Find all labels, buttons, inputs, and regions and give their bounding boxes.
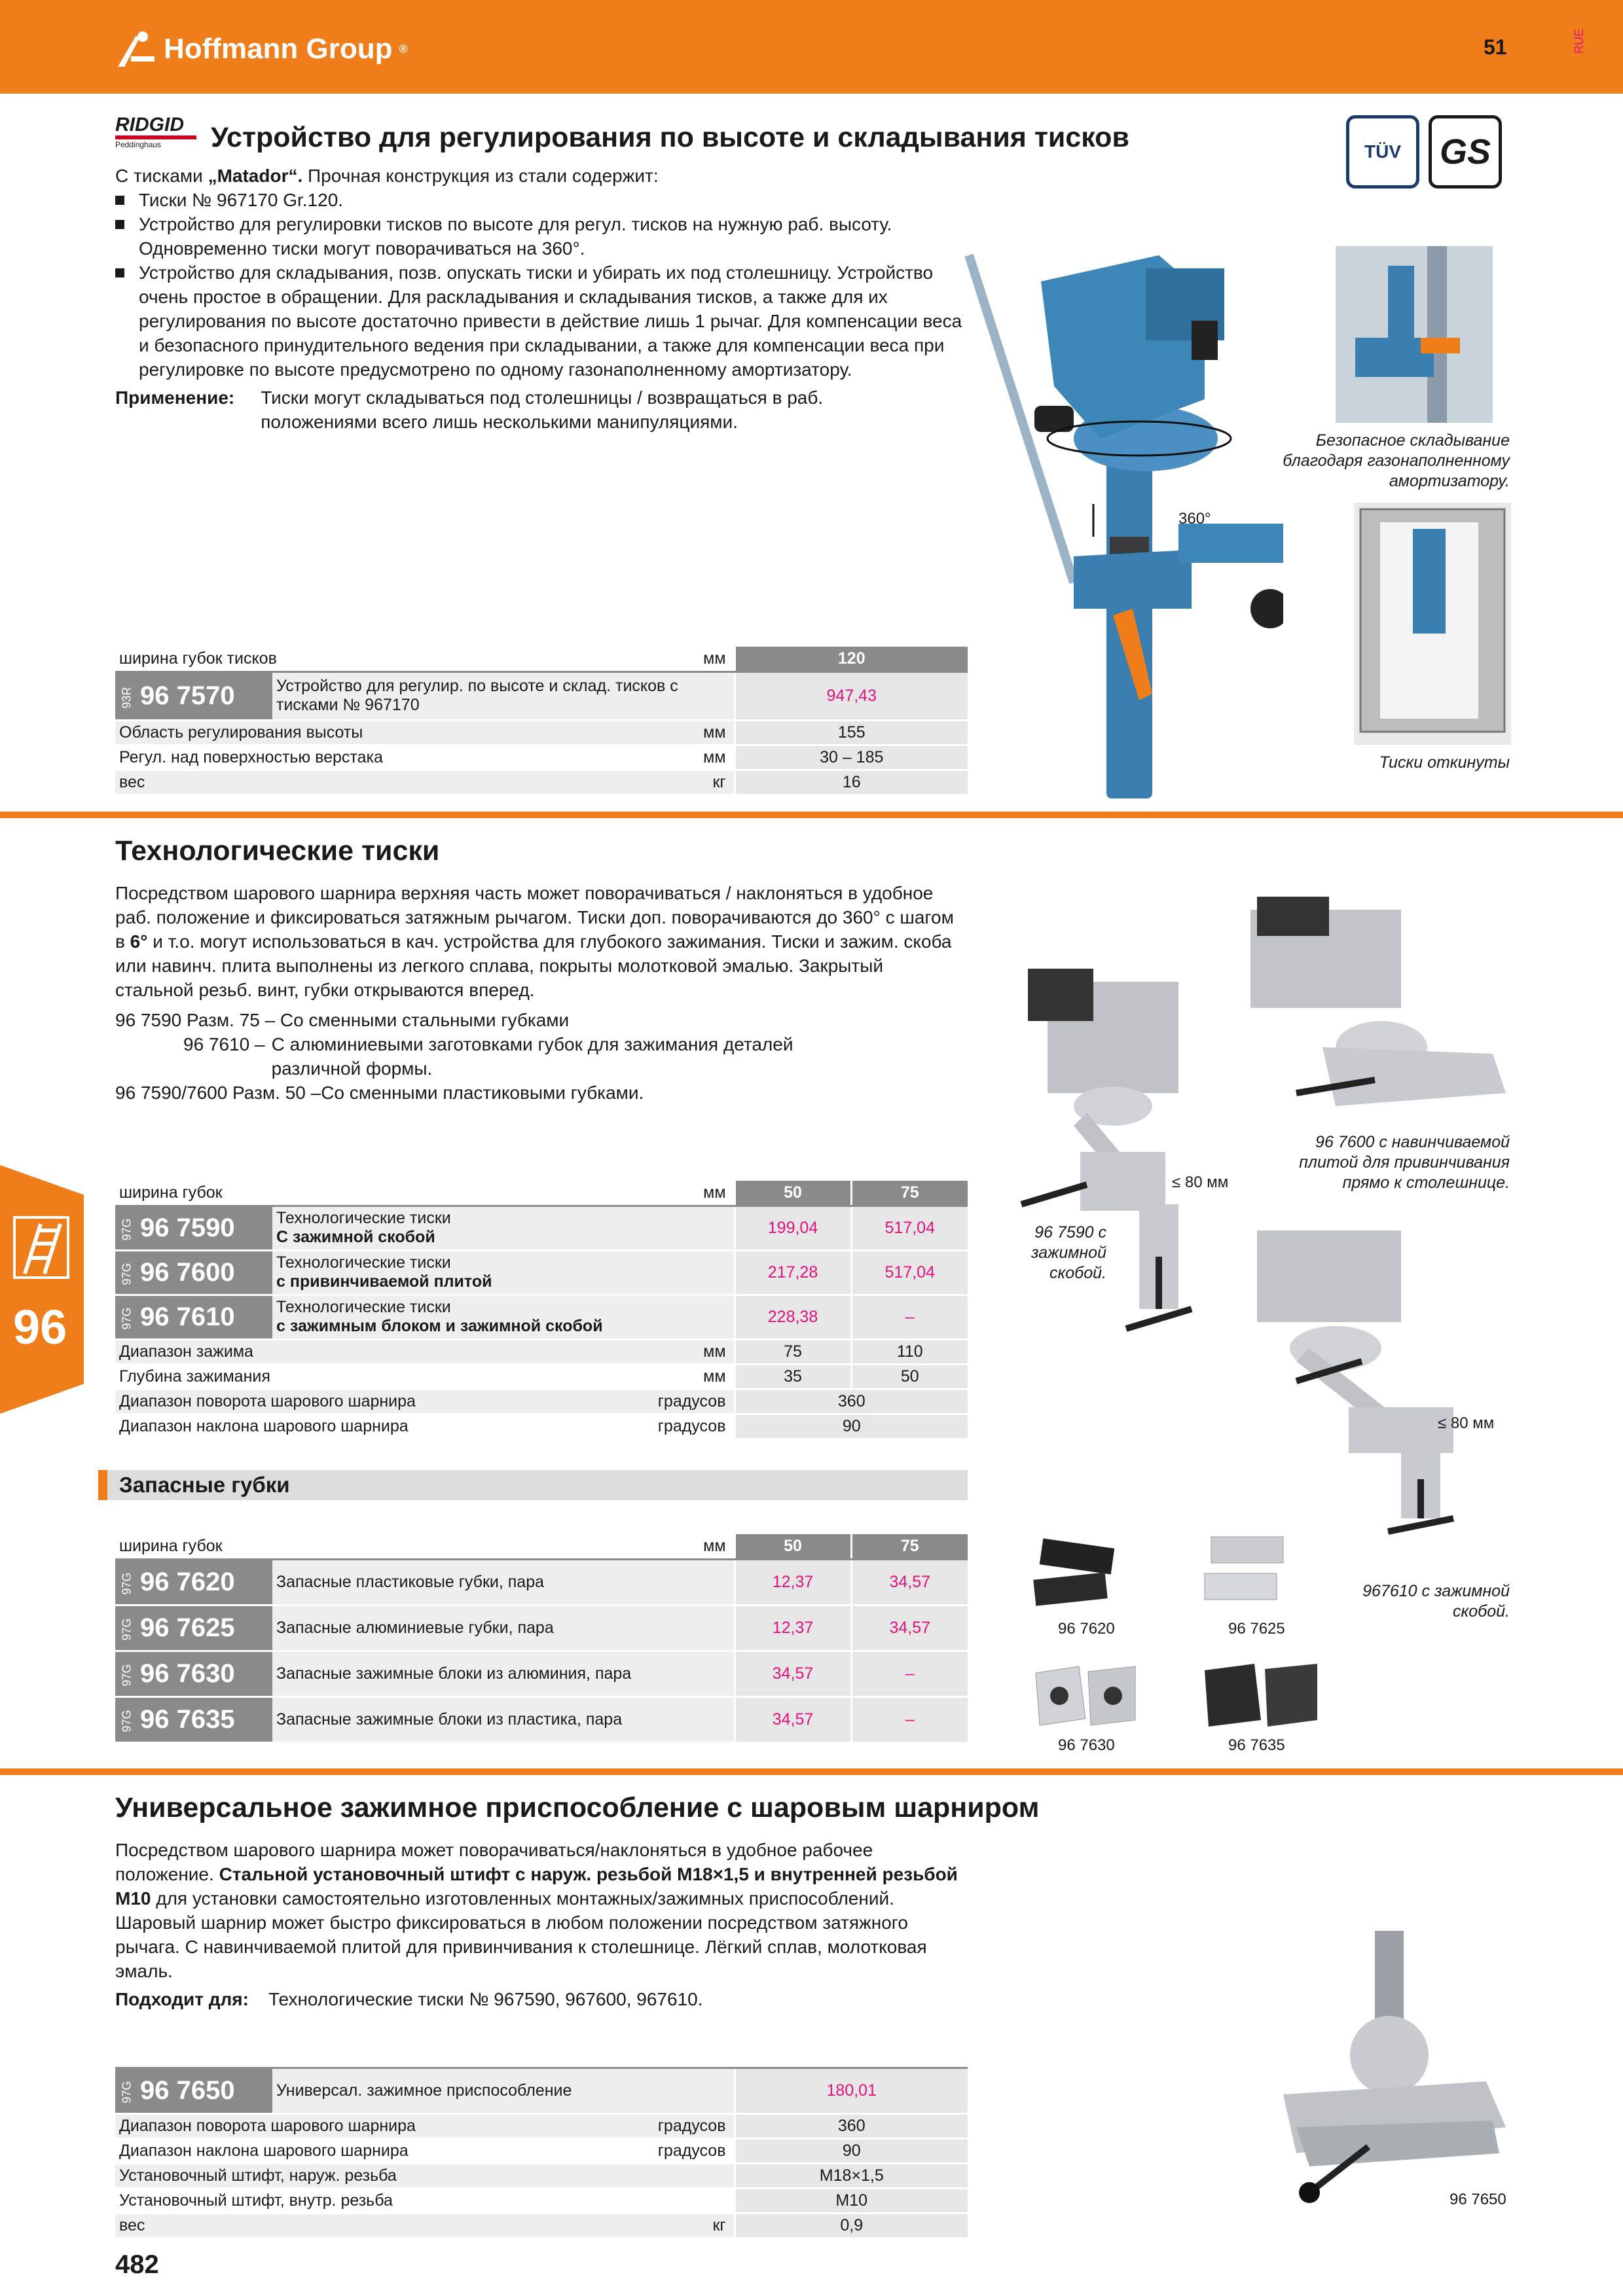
article-desc: Универсал. зажимное приспособление (272, 2068, 735, 2114)
caption-7620: 96 7620 (1058, 1620, 1115, 1638)
table-head-label: ширина губок тисков (115, 647, 642, 672)
article-row[interactable]: 97G 96 7610 Технологические тиски с зажимным блоком и зажимной скобой 228,38 – (115, 1295, 968, 1339)
table-row: вес кг 0,9 (115, 2214, 968, 2238)
table-head-unit: мм (642, 647, 735, 672)
article-row[interactable]: 97G 96 7590 Технологические тиски С зажимной скобой 199,04 517,04 (115, 1206, 968, 1250)
variant-line: 96 7610 – С алюминиевыми заготовками губок для зажимания деталей различной формы. (183, 1034, 793, 1079)
section1-description (115, 164, 966, 434)
article-number: 97G 96 7650 (115, 2068, 272, 2114)
folding-photo (1336, 246, 1493, 423)
chapter-number: 96 (13, 1300, 67, 1354)
caption-fold: Безопасное складывание благодаря газонаполненному амортизатору. (1283, 431, 1510, 490)
jaws-7625-image (1198, 1532, 1296, 1610)
article-desc: Запасные зажимные блоки из пластика, пара (272, 1696, 735, 1742)
article-row[interactable] (115, 2068, 968, 2114)
bullet-item: Устройство для складывания, позв. опускать тиски и убирать их под столешницу. Устройство очень простое в обращении. Для раскладывания и складывания тисков, а также для их регулирования по высоте достаточно привести в действие лишь 1 рычаг. Для компенсации веса и безопасного принудительного ведения при складывании, а также для компенсации веса при регулировке по высоте предусмотрено по одному газонаполненному амортизатору. (115, 260, 966, 382)
article-number: 97G 96 7600 (115, 1250, 272, 1295)
article-desc: Технологические тиски с зажимным блоком и зажимной скобой (272, 1295, 735, 1339)
jaws-7635-image (1202, 1657, 1320, 1733)
section3-table: ширина губок мм 50 75 97G 96 7620 Запасные пластиковые губки, пара 12,37 34,57 97G 96 7625 Запасные алюминиевые губки, пара 12,37 34,57 97G 96 7630 Запасные зажимные блоки из алюминия, пара 34,57 – 97G 96 7635 Запасные зажимные блоки из пластика, пара 34,57 – (115, 1534, 968, 1744)
section2-table: ширина губок мм 50 75 97G 96 7590 Технологические тиски С зажимной скобой 199,04 517,04 97G 96 7600 Технологические тиски с привинчиваемой плитой 217,28 517,04 97G 96 7610 Технологические тиски с зажимным блоком и зажимной скобой 228,38 – Диапазон зажима мм 75 110 Глубина зажимания мм 35 50 Диапазон поворота шарового шарнира градусов 360 Диапазон наклона шарового шарнира градусов 90 (115, 1181, 968, 1440)
table-row: Диапазон зажима мм 75 110 (115, 1339, 968, 1364)
article-row[interactable]: 97G 96 7600 Технологические тиски с привинчиваемой плитой 217,28 517,04 (115, 1250, 968, 1295)
table-head-unit: мм (642, 1181, 735, 1206)
vice-7610-image (1231, 1224, 1519, 1538)
section-divider (0, 1768, 1623, 1775)
brand-mark: ® (399, 42, 408, 56)
article-row[interactable] (115, 672, 968, 720)
table-row: вес кг 16 (115, 770, 968, 795)
section1-intro: С тисками „Matador“. Прочная конструкция из стали содержит: (115, 166, 659, 186)
ridgid-logo (115, 115, 196, 151)
caption-7625: 96 7625 (1228, 1620, 1285, 1638)
article-price: 947,43 (735, 672, 968, 720)
tuv-badge: TÜV (1346, 115, 1419, 188)
table-row: Глубина зажимания мм 35 50 (115, 1364, 968, 1389)
article-desc: Запасные алюминиевые губки, пара (272, 1605, 735, 1651)
caption-7630: 96 7630 (1058, 1736, 1115, 1754)
table-row: Регул. над поверхностью верстака мм 30 – 185 (115, 745, 968, 770)
caption-7650: 96 7650 (1450, 2191, 1506, 2208)
table-head-label: ширина губок (115, 1534, 642, 1559)
table-row: Диапазон наклона шарового шарнира градусов 90 (115, 1414, 968, 1439)
application-text: Тиски могут складываться под столешницы / возвращаться в раб. положениями всего лишь несколькими манипуляциями. (261, 387, 824, 432)
vice-7600-image (1231, 897, 1519, 1113)
fits-label: Подходит для: (115, 1989, 249, 2009)
dim-label-2: ≤ 80 мм (1438, 1414, 1495, 1432)
section2-description: Посредством шарового шарнира верхняя часть может поворачиваться / наклоняться в удобное раб. положение и фиксироваться затяжным рычагом. Тиски доп. поворачиваются до 360° с шагом в 6° и т.о. могут использоваться в кач. устройства для глубокого зажимания. Тиски и зажим. скоба или навинч. плита выполнены из легкого сплава, покрыты молотковой эмалью. Закрытый стальной резьб. винт, губки открываются вперед. (115, 883, 954, 1000)
article-number: 97G 96 7590 (115, 1206, 272, 1250)
gs-badge: GS (1429, 115, 1502, 188)
table-head-unit: мм (642, 1534, 735, 1559)
bullet-item: Тиски № 967170 Gr.120. (115, 188, 966, 212)
article-desc: Технологические тиски С зажимной скобой (272, 1206, 735, 1250)
article-price: 180,01 (735, 2068, 968, 2114)
table-row: Диапазон наклона шарового шарнира градусов 90 (115, 2139, 968, 2164)
section4-description: Посредством шарового шарнира может поворачиваться/наклоняться в удобное рабочее положение. Стальной установочный штифт с наруж. резьбой М18×1,5 и внутренней резьбой М10 для установки самостоятельно изготовленных монтажных/зажимных приспособлений. Шаровый шарнир может быстро фиксироваться в любом положении посредством затяжного рычага. С навинчиваемой плитой для привинчивания к столешнице. Лёгкий сплав, молотковая эмаль. (115, 1840, 958, 1981)
table-head-value: 120 (735, 647, 968, 672)
certification-badges (1346, 115, 1510, 188)
table-row: Диапазон поворота шарового шарнира градусов 360 (115, 2114, 968, 2139)
rotation-label: 360° (1178, 510, 1211, 528)
table-row: Область регулирования высоты мм 155 (115, 720, 968, 745)
article-row[interactable]: 97G 96 7630 Запасные зажимные блоки из алюминия, пара 34,57 – (115, 1651, 968, 1696)
ridgid-logo-text: RIDGID (115, 114, 184, 135)
page-number-bottom: 482 (115, 2250, 159, 2279)
page-number-top: 51 (1484, 35, 1507, 59)
section4-title: Универсальное зажимное приспособление с шаровым шарниром (115, 1792, 1040, 1823)
article-number: 93R 96 7570 (115, 672, 272, 720)
table-row: Диапазон поворота шарового шарнира градусов 360 (115, 1389, 968, 1414)
section3-bar: Запасные губки (98, 1470, 968, 1500)
brand-logo (117, 30, 408, 68)
fits-text: Технологические тиски № 967590, 967600, 967610. (268, 1989, 703, 2009)
article-row[interactable]: 97G 96 7635 Запасные зажимные блоки из пластика, пара 34,57 – (115, 1696, 968, 1742)
table-row: Установочный штифт, наруж. резьба M18×1,5 (115, 2164, 968, 2189)
article-desc: Запасные зажимные блоки из алюминия, пара (272, 1651, 735, 1696)
chapter-tab[interactable] (0, 1165, 84, 1414)
variant-line: 96 7590 Разм. 75 – Со сменными стальными губками (115, 1010, 570, 1030)
jaws-7630-image (1033, 1660, 1138, 1732)
lang-code: RUE (1573, 29, 1586, 54)
caption-7600: 96 7600 с навинчиваемой плитой для привинчивания прямо к столешнице. (1299, 1133, 1510, 1192)
ladder-icon (12, 1215, 71, 1280)
application-row (115, 386, 966, 434)
article-number: 97G 96 7610 (115, 1295, 272, 1339)
hoffmann-logo-icon (117, 30, 157, 68)
application-label: Применение: (115, 387, 235, 408)
article-desc: Технологические тиски с привинчиваемой плитой (272, 1250, 735, 1295)
article-row[interactable]: 97G 96 7620 Запасные пластиковые губки, пара 12,37 34,57 (115, 1559, 968, 1605)
folded-vice-photo (1354, 503, 1511, 745)
bullet-item: Устройство для регулировки тисков по высоте для регул. тисков на нужную раб. высоту. Одновременно тиски могут поворачиваться на 360°. (115, 212, 966, 260)
caption-7610: 967610 с зажимной скобой. (1362, 1582, 1510, 1621)
article-number: 97G 96 7635 (115, 1696, 272, 1742)
height-adjustable-vice-image (943, 242, 1283, 805)
section4-table (115, 2067, 968, 2239)
caption-7590: 96 7590 с зажимной скобой. (1030, 1223, 1106, 1282)
article-number: 97G 96 7620 (115, 1559, 272, 1605)
article-number: 97G 96 7625 (115, 1605, 272, 1651)
variant-line: 96 7590/7600 Разм. 50 –Со сменными пластиковыми губками. (115, 1083, 644, 1103)
article-desc: Запасные пластиковые губки, пара (272, 1559, 735, 1605)
brand-name: Hoffmann Group (164, 33, 393, 65)
caption-folded: Тиски откинуты (1379, 753, 1510, 772)
table-head-label: ширина губок (115, 1181, 642, 1206)
section2-title: Технологические тиски (115, 835, 440, 867)
section2-variants (115, 1008, 960, 1105)
article-number: 97G 96 7630 (115, 1651, 272, 1696)
section1-table (115, 647, 968, 796)
ridgid-logo-stripe (115, 135, 196, 139)
jaws-7620-image (1028, 1538, 1126, 1610)
section-divider (0, 812, 1623, 818)
caption-7635: 96 7635 (1228, 1736, 1285, 1754)
fits-row (115, 1987, 703, 2011)
ridgid-logo-sub: Peddinghaus (115, 140, 162, 149)
article-desc: Устройство для регулир. по высоте и склад. тисков с тисками № 967170 (272, 672, 735, 720)
dim-label-1: ≤ 80 мм (1172, 1174, 1229, 1191)
section1-bullets (115, 188, 966, 382)
table-row: Установочный штифт, внутр. резьба M10 (115, 2189, 968, 2214)
article-row[interactable]: 97G 96 7625 Запасные алюминиевые губки, пара 12,37 34,57 (115, 1605, 968, 1651)
clamping-device-image (1270, 1931, 1512, 2206)
section1-title: Устройство для регулирования по высоте и складывания тисков (211, 122, 1129, 153)
